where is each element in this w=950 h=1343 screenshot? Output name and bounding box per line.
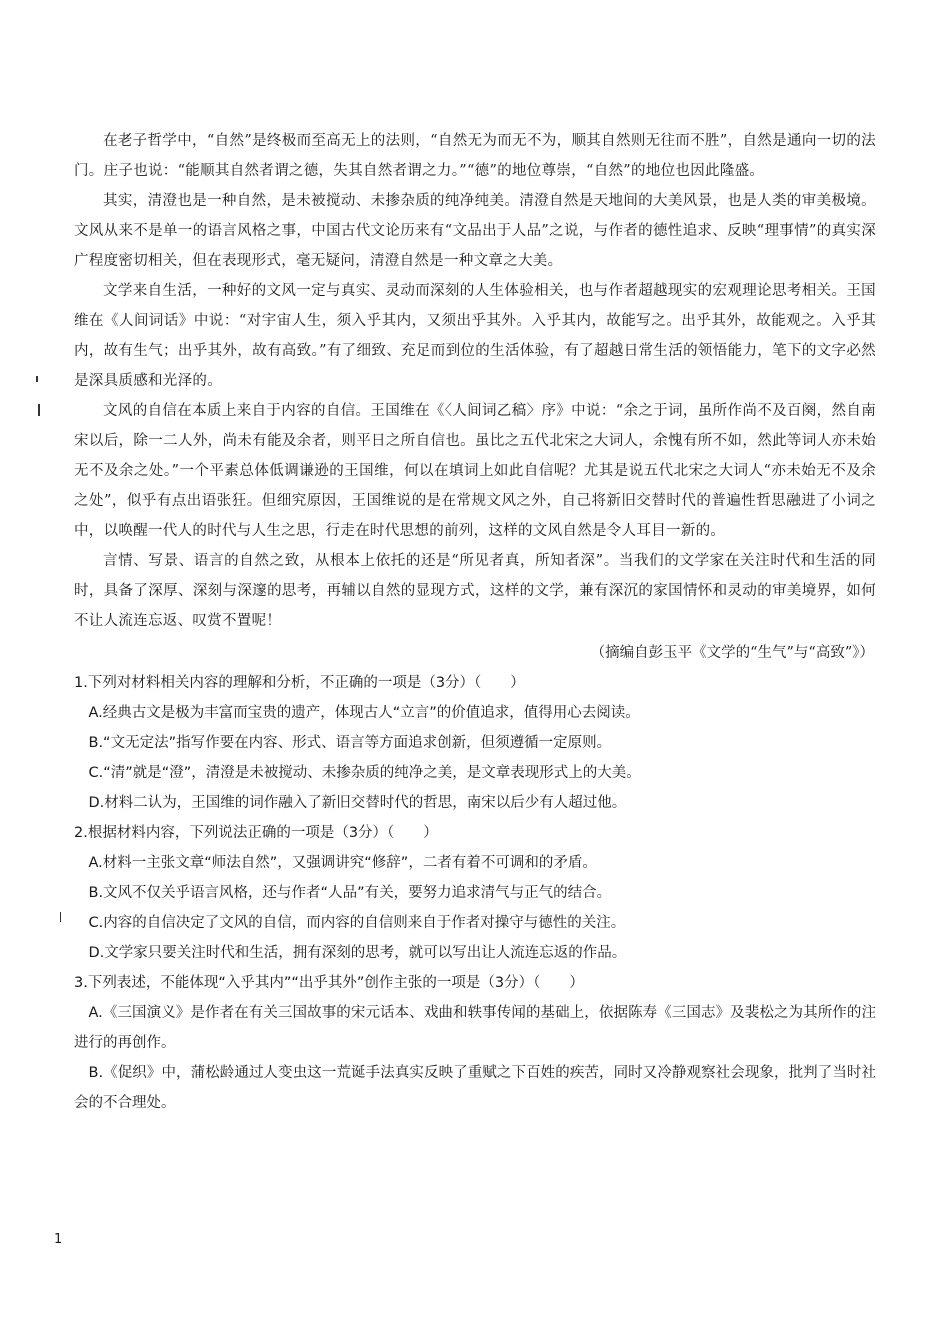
scan-mark [38, 404, 40, 416]
question-3-option-a: A.《三国演义》是作者在有关三国故事的宋元话本、戏曲和轶事传闻的基础上，依据陈寿《三国志》及裴松之为其所作的注进行的再创作。 [74, 1005, 876, 1051]
question-3-stem: 3.下列表述，不能体现“入乎其内”“出乎其外”创作主张的一项是（3分）（ ） [74, 975, 584, 991]
question-1 [74, 668, 876, 818]
passage-paragraph-4: 文风的自信在本质上来自于内容的自信。王国维在《〈人间词乙稿〉序》中说：“余之于词，虽所作尚不及百阕，然自南宋以后，除一二人外，尚未有能及余者，则平日之所自信也。虽比之五代北宋之大词人，余愧有所不如，然此等词人亦未始无不及余之处。”一个平素总体低调谦逊的王国维，何以在填词上如此自信呢？尤其是说五代北宋之大词人“亦未始无不及余之处”，似乎有点出语张狂。但细究原因，王国维说的是在常规文风之外，自己将新旧交替时代的普遍性哲思融进了小词之中，以唤醒一代人的时代与人生之思，行走在时代思想的前列，这样的文风自然是令人耳目一新的。 [74, 403, 876, 539]
passage-paragraph-5: 言情、写景、语言的自然之致，从根本上依托的还是“所见者真，所知者深”。当我们的文学家在关注时代和生活的同时，具备了深厚、深刻与深邃的思考，再辅以自然的显现方式，这样的文学，兼有深沉的家国情怀和灵动的审美境界，如何不让人流连忘返、叹赏不置呢！ [74, 553, 876, 629]
scan-mark [60, 912, 61, 922]
question-2 [74, 818, 876, 968]
question-2-option-d: D.文学家只要关注时代和生活，拥有深刻的思考，就可以写出让人流连忘返的作品。 [88, 945, 627, 961]
question-1-option-d: D.材料二认为，王国维的词作融入了新旧交替时代的哲思，南宋以后少有人超过他。 [88, 795, 627, 811]
scan-mark [36, 376, 38, 382]
question-2-option-c: C.内容的自信决定了文风的自信，而内容的自信则来自于作者对操守与德性的关注。 [88, 915, 626, 931]
question-list [74, 668, 876, 1118]
question-2-option-a: A.材料一主张文章“师法自然”，又强调讲究“修辞”，二者有着不可调和的矛盾。 [88, 855, 597, 871]
question-3 [74, 968, 876, 1118]
question-2-stem: 2.根据材料内容，下列说法正确的一项是（3分）（ ） [74, 825, 438, 841]
passage-paragraph-1: 在老子哲学中，“自然”是终极而至高无上的法则，“自然无为而无不为，顺其自然则无往而不胜”，自然是通向一切的法门。庄子也说：“能顺其自然者谓之德，失其自然者谓之力。”“德”的地位尊崇，“自然”的地位也因此隆盛。 [74, 133, 876, 179]
passage-source: （摘编自彭玉平《文学的“生气”与“高致”》） [590, 645, 874, 661]
passage-paragraph-2: 其实，清澄也是一种自然，是未被搅动、未掺杂质的纯净纯美。清澄自然是天地间的大美风景，也是人类的审美极境。文风从来不是单一的语言风格之事，中国古代文论历来有“文品出于人品”之说，与作者的德性追求、反映“理事情”的真实深广程度密切相关，但在表现形式，毫无疑问，清澄自然是一种文章之大美。 [74, 193, 876, 269]
question-1-option-b: B.“文无定法”指写作要在内容、形式、语言等方面追求创新，但须遵循一定原则。 [88, 735, 612, 751]
reading-passage [74, 126, 876, 668]
question-1-option-a: A.经典古文是极为丰富而宝贵的遗产，体现古人“立言”的价值追求，值得用心去阅读。 [88, 705, 640, 721]
page-number: 1 [54, 1232, 63, 1247]
question-2-option-b: B.文风不仅关乎语言风格，还与作者“人品”有关，要努力追求清气与正气的结合。 [88, 885, 612, 901]
question-1-option-c: C.“清”就是“澄”，清澄是未被搅动、未掺杂质的纯净之美，是文章表现形式上的大美。 [88, 765, 641, 781]
passage-paragraph-3: 文学来自生活，一种好的文风一定与真实、灵动而深刻的人生体验相关，也与作者超越现实的宏观理论思考相关。王国维在《人间词话》中说：“对宇宙人生，须入乎其内，又须出乎其外。入乎其内，故能写之。出乎其外，故能观之。入乎其内，故有生气；出乎其外，故有高致。”有了细致、充足而到位的生活体验，有了超越日常生活的领悟能力，笔下的文字必然是深具质感和光泽的。 [74, 283, 876, 389]
question-1-stem: 1.下列对材料相关内容的理解和分析，不正确的一项是（3分）（ ） [74, 675, 525, 691]
question-3-option-b: B.《促织》中，蒲松龄通过人变虫这一荒诞手法真实反映了重赋之下百姓的疾苦，同时又冷静观察社会现象，批判了当时社会的不合理处。 [74, 1065, 876, 1111]
